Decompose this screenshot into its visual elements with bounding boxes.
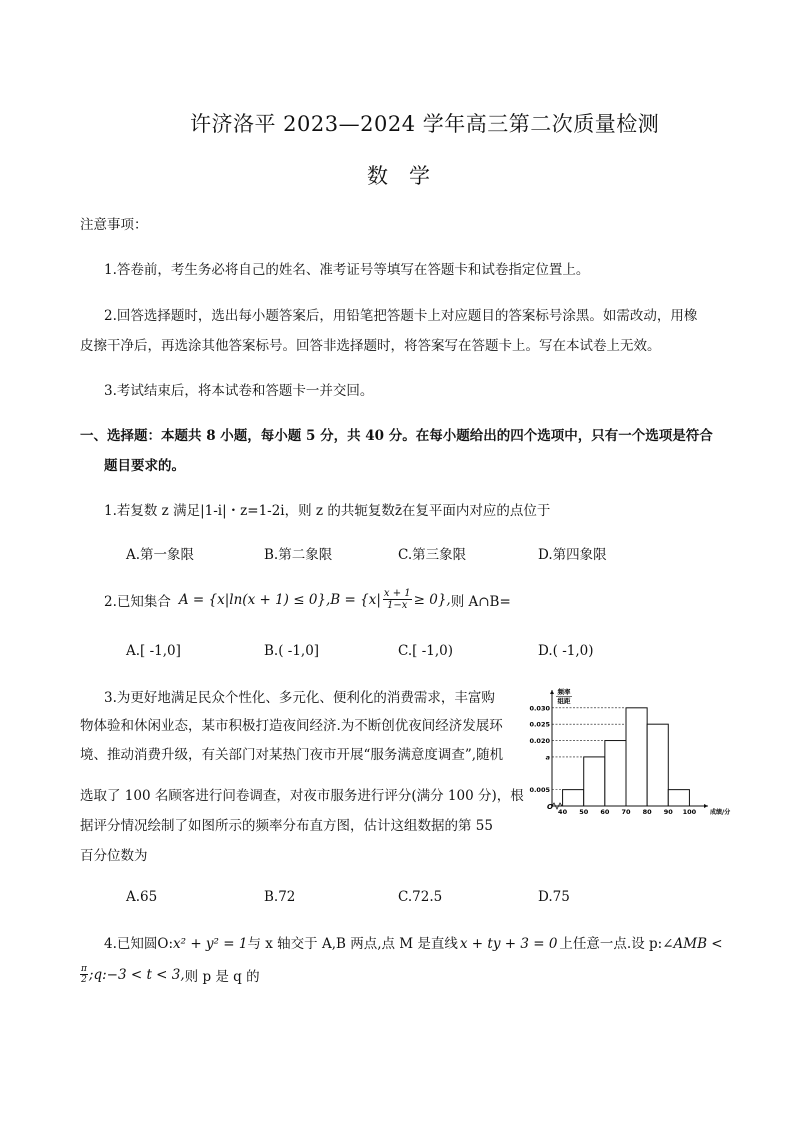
y-tick-label: 0.020: [529, 737, 550, 746]
line-equation: x + ty + 3 = 0: [459, 936, 558, 952]
y-tick-label: 0.005: [529, 786, 550, 795]
question-2-prefix: 2.已知集合: [104, 593, 171, 610]
fraction-denominator: 1−x: [387, 600, 408, 611]
y-tick-label: 0.025: [529, 720, 550, 729]
set-b-prefix: B = {x|: [330, 591, 381, 608]
question-1-option-d: D.第四象限: [538, 547, 607, 563]
question-2-option-a: A.[ -1,0]: [126, 643, 181, 659]
histogram-bar: [605, 741, 626, 806]
x-axis-arrow: [704, 804, 708, 808]
question-2-stem: [104, 588, 511, 611]
question-4-line-1: [104, 932, 723, 952]
question-3-option-b: B.72: [264, 889, 296, 905]
question-2-option-d: D.( -1,0): [538, 643, 594, 659]
circle-equation: x² + y² = 1: [173, 936, 248, 952]
question-3-line-5: 据评分情况绘制了如图所示的频率分布直方图，估计这组数据的第 55: [80, 818, 493, 834]
question-1-option-a: A.第一象限: [126, 547, 195, 563]
question-4-text-a: 4.已知圆O:: [104, 936, 173, 952]
question-1-option-b: B.第二象限: [264, 547, 333, 563]
histogram-bar: [563, 790, 584, 806]
question-4-text-c: 上任意一点.设 p:: [559, 936, 663, 952]
notice-item-2-line-1: 2.回答选择题时，选出每小题答案后，用铅笔把答题卡上对应题目的答案标号涂黑。如需改动，用橡: [104, 308, 698, 324]
set-b-fraction: [383, 588, 412, 611]
set-a-expression: A = {x|ln(x + 1) ≤ 0},: [178, 591, 331, 608]
x-tick-label: 50: [579, 808, 589, 816]
notice-item-2-line-2: 皮擦干净后，再选涂其他答案标号。回答非选择题时，将答案写在答题卡上。写在本试卷上无效。: [80, 338, 661, 354]
question-1-option-c: C.第三象限: [398, 547, 467, 563]
fraction-numerator: x + 1: [383, 588, 411, 599]
x-tick-label: 80: [642, 808, 652, 816]
y-axis-label-top: 频率: [557, 688, 571, 696]
question-3-line-3: 境、推动消费升级，有关部门对某热门夜市开展“服务满意度调查”,随机: [80, 747, 504, 763]
notice-item-3: 3.考试结束后，将本试卷和答题卡一并交回。: [104, 383, 374, 399]
exam-title: 许济洛平 2023—2024 学年高三第二次质量检测: [190, 112, 660, 136]
notice-item-1: 1.答卷前，考生务必将自己的姓名、准考证号等填写在答题卡和试卷指定位置上。: [104, 262, 590, 278]
question-3-option-a: A.65: [126, 889, 158, 905]
subject-title: 数 学: [367, 164, 430, 188]
question-3-line-4: 选取了 100 名顾客进行问卷调查，对夜市服务进行评分(满分 100 分)，根: [80, 788, 524, 804]
section-heading-line-1: 一、选择题：本题共 8 小题，每小题 5 分，共 40 分。在每小题给出的四个选项中，只有一个选项是符合: [80, 428, 713, 444]
fraction-numerator: π: [81, 964, 87, 974]
question-2-option-b: B.( -1,0]: [264, 643, 320, 659]
x-tick-label: 100: [682, 808, 697, 816]
y-axis-arrow: [550, 690, 554, 694]
notice-heading: 注意事项：: [80, 217, 148, 233]
question-4-text-b: 与 x 轴交于 A,B 两点,点 M 是直线: [247, 936, 458, 952]
x-tick-label: 90: [663, 808, 673, 816]
question-2-option-c: C.[ -1,0): [398, 643, 453, 659]
section-heading-line-2: 题目要求的。: [104, 458, 185, 474]
question-3-line-1: 3.为更好地满足民众个性化、多元化、便利化的消费需求，丰富购: [104, 690, 495, 706]
y-tick-label: a: [545, 753, 550, 762]
set-b-suffix: ≥ 0},: [413, 591, 451, 608]
histogram-bar: [668, 790, 689, 806]
y-axis-label-bottom: 组距: [557, 697, 571, 705]
angle-expression: ∠AMB <: [662, 936, 723, 952]
histogram-bar: [647, 724, 668, 806]
histogram-bar: [584, 757, 605, 806]
origin-label: O: [547, 803, 553, 811]
frequency-histogram: [529, 688, 731, 816]
pi-over-2-fraction: [80, 964, 88, 985]
question-3-option-c: C.72.5: [398, 889, 443, 905]
histogram-bar: [626, 708, 647, 806]
question-4-tail: 则 p 是 q 的: [184, 968, 260, 985]
question-4-line-2: [80, 964, 260, 985]
x-axis-label: 成绩/分: [710, 809, 731, 816]
condition-q: ;q:−3 < t < 3,: [88, 966, 185, 983]
question-3-line-2: 物体验和休闲业态，某市积极打造夜间经济.为不断创优夜间经济发展环: [80, 718, 503, 734]
question-2-suffix: 则 A∩B=: [450, 593, 511, 610]
x-tick-label: 40: [558, 808, 568, 816]
question-1-stem: 1.若复数 z 满足|1-i|・z=1-2i，则 z 的共轭复数z̄在复平面内对应的点位于: [104, 503, 551, 519]
question-3-option-d: D.75: [538, 889, 570, 905]
y-tick-label: 0.030: [529, 704, 550, 713]
fraction-denominator: 2: [81, 975, 87, 985]
x-tick-label: 60: [600, 808, 610, 816]
x-tick-label: 70: [621, 808, 631, 816]
question-3-line-6: 百分位数为: [80, 848, 148, 864]
